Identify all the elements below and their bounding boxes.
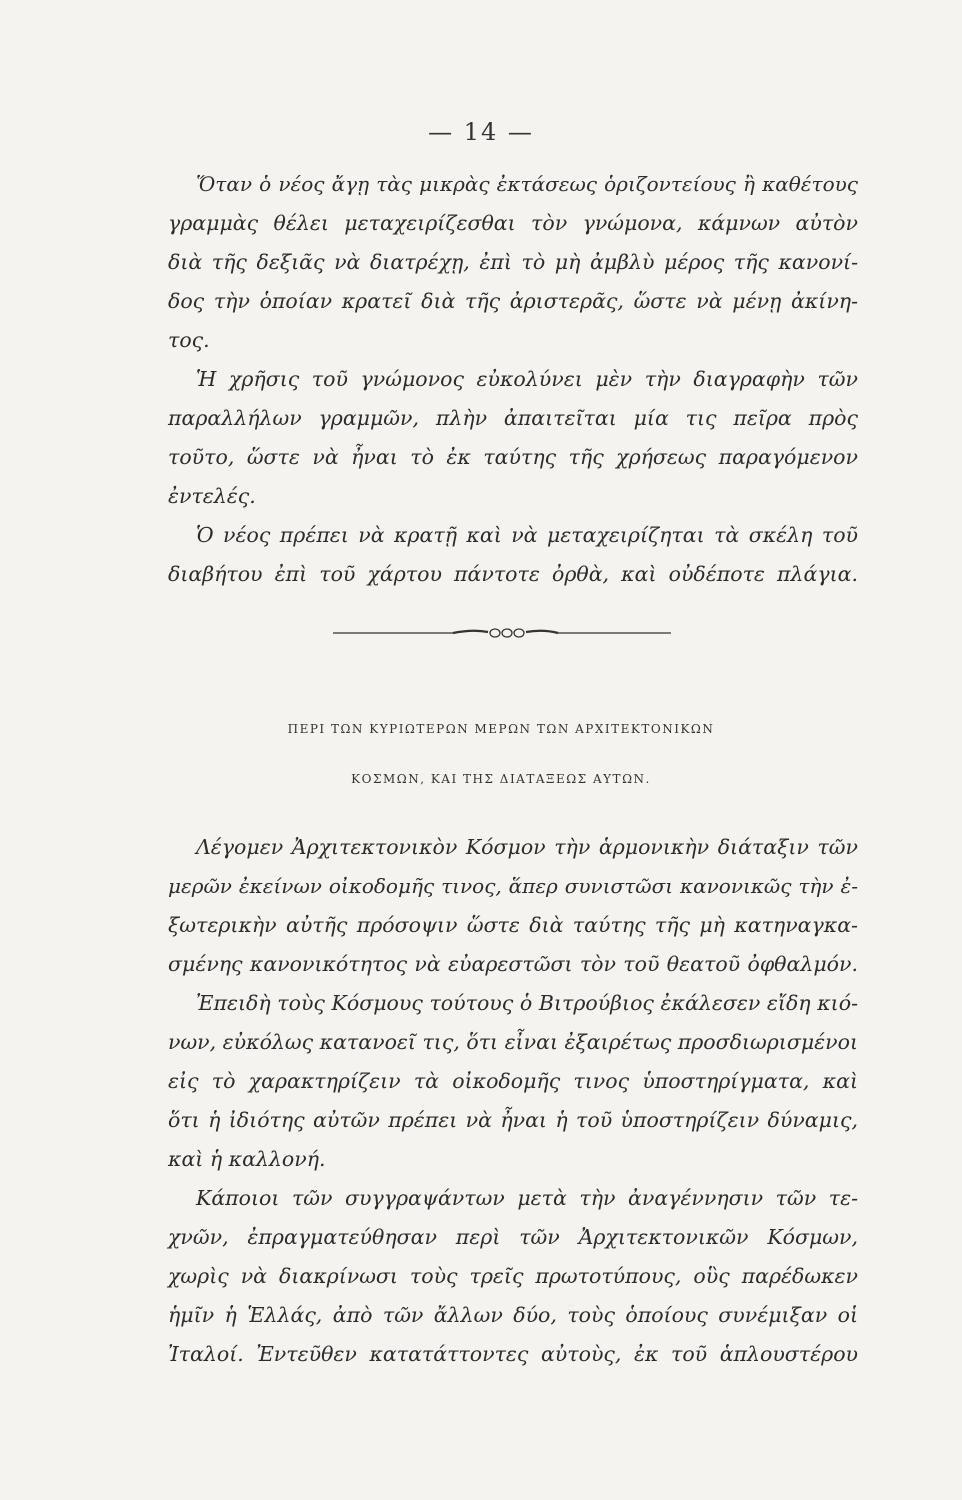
text-line: εἰς τὸ χαρακτηρίζειν τὰ οἰκοδομῆς τινος ὑποστηρίγματα, καὶ xyxy=(168,1069,858,1093)
text-line: Ἰταλοί. Ἐντεῦθεν κατατάττοντες αὐτοὺς, ἐκ τοῦ ἁπλουστέρου xyxy=(168,1342,858,1366)
page-number: — 14 — xyxy=(428,118,534,146)
text-line: σμένης κανονικότητος νὰ εὐαρεστῶσι τὸν τοῦ θεατοῦ ὀφθαλμόν. xyxy=(168,952,858,976)
text-line: Κάποιοι τῶν συγγραψάντων μετὰ τὴν ἀναγέννησιν τῶν τε- xyxy=(196,1186,858,1210)
text-line: ἡμῖν ἡ Ἑλλάς, ἀπὸ τῶν ἄλλων δύο, τοὺς ὁποίους συνέμιξαν οἱ xyxy=(168,1303,858,1327)
decorative-rule-ornament xyxy=(333,624,671,642)
text-line: παραλλήλων γραμμῶν, πλὴν ἀπαιτεῖται μία τις πεῖρα πρὸς xyxy=(168,406,858,430)
text-line: ἐντελές. xyxy=(168,484,256,508)
text-block-architectural-orders xyxy=(168,828,858,1374)
text-line: Ὅταν ὁ νέος ἄγῃ τὰς μικρὰς ἐκτάσεως ὁριζοντείους ἢ καθέτους xyxy=(196,172,858,196)
text-line: Ὁ νέος πρέπει νὰ κρατῇ καὶ νὰ μεταχειρίζηται τὰ σκέλη τοῦ xyxy=(196,523,858,547)
text-line: χνῶν, ἐπραγματεύθησαν περὶ τῶν Ἀρχιτεκτονικῶν Κόσμων, xyxy=(168,1225,858,1249)
text-line: Λέγομεν Ἀρχιτεκτονικὸν Κόσμον τὴν ἁρμονικὴν διάταξιν τῶν xyxy=(196,835,858,859)
text-line: χωρὶς νὰ διακρίνωσι τοὺς τρεῖς πρωτοτύπους, οὓς παρέδωκεν xyxy=(168,1264,858,1288)
text-line: ξωτερικὴν αὐτῆς πρόσοψιν ὥστε διὰ ταύτης τῆς μὴ κατηναγκα- xyxy=(168,913,858,937)
text-line: ὅτι ἡ ἰδιότης αὐτῶν πρέπει νὰ ἦναι ἡ τοῦ ὑποστηρίζειν δύναμις, xyxy=(168,1108,858,1132)
text-line: καὶ ἡ καλλονή. xyxy=(168,1147,326,1171)
text-line: Ἐπειδὴ τοὺς Κόσμους τούτους ὁ Βιτρούβιος ἐκάλεσεν εἴδη κιό- xyxy=(196,991,858,1015)
text-line: τος. xyxy=(168,328,210,352)
text-line: μερῶν ἐκείνων οἰκοδομῆς τινος, ἅπερ συνιστῶσι κανονικῶς τὴν ἐ- xyxy=(168,874,858,898)
text-line: διαβήτου ἐπὶ τοῦ χάρτου πάντοτε ὀρθὰ, καὶ οὐδέποτε πλάγια. xyxy=(168,562,858,586)
text-line: δος τὴν ὁποίαν κρατεῖ διὰ τῆς ἀριστερᾶς, ὥστε νὰ μένῃ ἀκίνη- xyxy=(168,289,858,313)
text-block-drafting-instructions xyxy=(168,165,858,594)
text-line: γραμμὰς θέλει μεταχειρίζεσθαι τὸν γνώμονα, κάμνων αὐτὸν xyxy=(168,211,858,235)
text-line: διὰ τῆς δεξιᾶς νὰ διατρέχῃ, ἐπὶ τὸ μὴ ἀμβλὺ μέρος τῆς κανονί- xyxy=(168,250,858,274)
text-line: Ἡ χρῆσις τοῦ γνώμονος εὐκολύνει μὲν τὴν διαγραφὴν τῶν xyxy=(196,367,858,391)
text-line: νων, εὐκόλως κατανοεῖ τις, ὅτι εἶναι ἐξαιρέτως προσδιωρισμένοι xyxy=(168,1030,858,1054)
section-heading-line-2: ΚΟΣΜΩΝ, ΚΑΙ ΤΗΣ ΔΙΑΤΑΞΕΩΣ ΑΥΤΩΝ. xyxy=(351,772,651,786)
text-line: τοῦτο, ὥστε νὰ ἦναι τὸ ἐκ ταύτης τῆς χρήσεως παραγόμενον xyxy=(168,445,858,469)
section-heading-line-1: ΠΕΡΙ ΤΩΝ ΚΥΡΙΩΤΕΡΩΝ ΜΕΡΩΝ ΤΩΝ ΑΡΧΙΤΕΚΤΟΝΙΚΩΝ xyxy=(287,722,715,736)
